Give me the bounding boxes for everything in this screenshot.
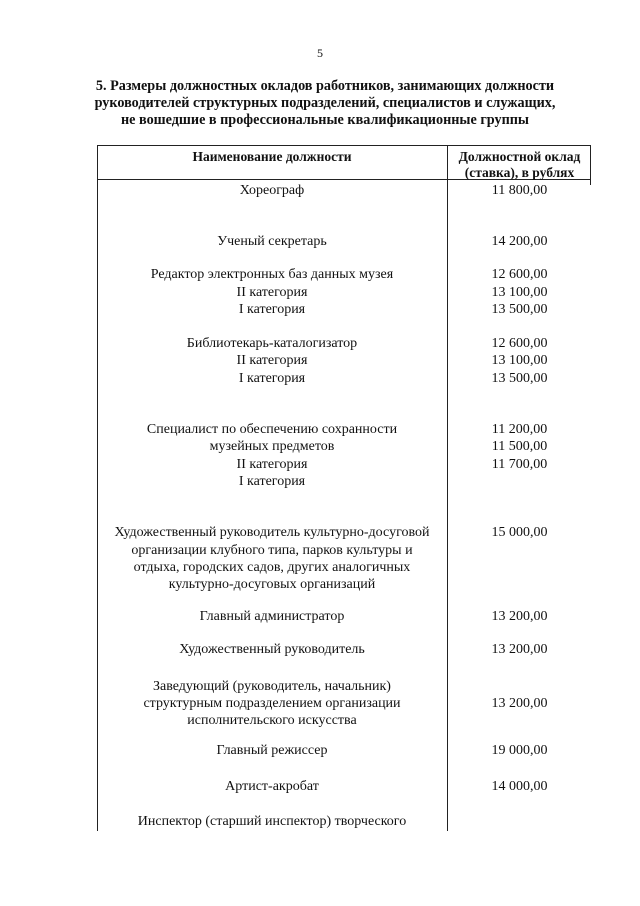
position-name: отдыха, городских садов, других аналогичных	[133, 560, 411, 575]
position-name: структурным подразделением организации	[143, 696, 401, 711]
salary-value: 13 100,00	[491, 285, 548, 300]
header-salary	[448, 149, 591, 181]
salary-value: 14 000,00	[491, 779, 548, 794]
salary-value: 12 600,00	[491, 267, 548, 282]
section-heading	[60, 78, 590, 129]
header-position-name: Наименование должности	[192, 149, 352, 164]
position-name: Артист-акробат	[225, 779, 319, 794]
salary-value: 11 200,00	[491, 422, 548, 437]
position-name: Хореограф	[239, 183, 305, 198]
position-name: Главный администратор	[199, 609, 345, 624]
salary-value: 14 200,00	[491, 234, 548, 249]
heading-line-2: руководителей структурных подразделений, специалистов и служащих,	[94, 95, 556, 111]
position-name: культурно-досуговых организаций	[168, 577, 376, 592]
position-name: Заведующий (руководитель, начальник)	[153, 679, 391, 694]
position-name: организации клубного типа, парков культуры и	[131, 543, 413, 558]
position-name: Специалист по обеспечению сохранности	[146, 422, 398, 437]
salary-value: 13 200,00	[491, 609, 548, 624]
salary-value: 12 600,00	[491, 336, 548, 351]
salary-value: 13 500,00	[491, 302, 548, 317]
position-name: музейных предметов	[209, 439, 335, 454]
position-name: Инспектор (старший инспектор) творческого	[137, 814, 407, 829]
position-name: Художественный руководитель	[179, 642, 365, 657]
salary-value: 11 800,00	[491, 183, 548, 198]
position-category: I категория	[238, 371, 306, 386]
salary-value: 13 500,00	[491, 371, 548, 386]
position-name: исполнительского искусства	[187, 713, 357, 728]
salary-value: 15 000,00	[491, 525, 548, 540]
salary-value: 13 200,00	[491, 642, 548, 657]
salary-value: 19 000,00	[491, 743, 548, 758]
position-category: II категория	[236, 285, 308, 300]
position-name: Библиотекарь-каталогизатор	[186, 336, 358, 351]
salary-table	[97, 145, 591, 831]
page-number: 5	[317, 46, 323, 60]
heading-line-1: 5. Размеры должностных окладов работников, занимающих должности	[95, 78, 555, 94]
position-name: Редактор электронных баз данных музея	[150, 267, 394, 282]
header-salary-line-2: (ставка), в рублях	[464, 165, 575, 180]
salary-value: 13 100,00	[491, 353, 548, 368]
salary-value: 11 700,00	[491, 457, 548, 472]
position-category: I категория	[238, 474, 306, 489]
position-name: Художественный руководитель культурно-досуговой	[114, 525, 430, 540]
table-top-border	[97, 145, 591, 146]
position-category: II категория	[236, 353, 308, 368]
header-salary-line-1: Должностной оклад	[458, 149, 581, 164]
position-category: II категория	[236, 457, 308, 472]
salary-value: 13 200,00	[491, 696, 548, 711]
position-name: Ученый секретарь	[217, 234, 327, 249]
position-name: Главный режиссер	[216, 743, 328, 758]
position-category: I категория	[238, 302, 306, 317]
heading-line-3: не вошедшие в профессиональные квалификационные группы	[120, 112, 529, 128]
salary-value: 11 500,00	[491, 439, 548, 454]
